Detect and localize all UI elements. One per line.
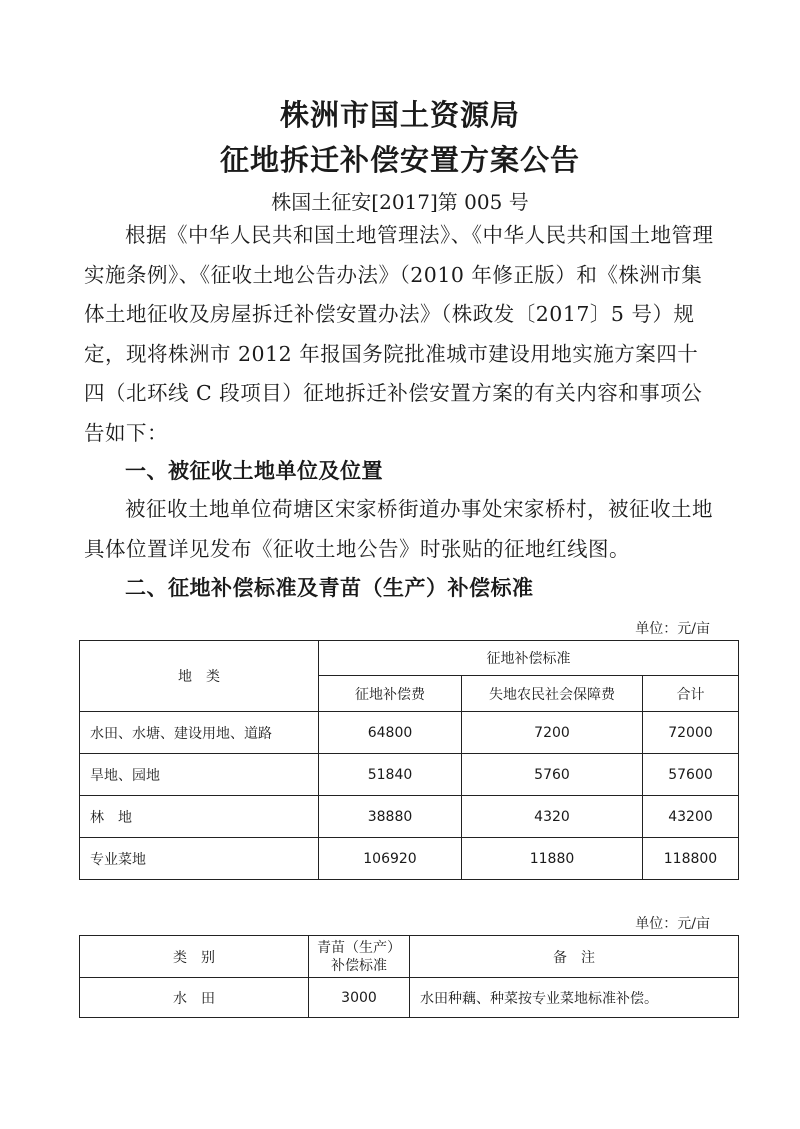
cell-land-type: 林 地	[80, 796, 319, 838]
cell-social-security-fee: 7200	[462, 712, 643, 754]
cell-land-type: 旱地、园地	[80, 754, 319, 796]
section2-heading: 二、征地补偿标准及青苗（生产）补偿标准	[125, 575, 534, 600]
header-compensation-standard: 征地补偿标准	[319, 641, 739, 676]
table1-unit: 单位：元/亩	[635, 621, 710, 637]
cell-crop-standard: 3000	[309, 978, 410, 1018]
intro-paragraph: 根据《中华人民共和国土地管理法》、《中华人民共和国土地管理实施条例》、《征收土地公告办法》（2010 年修正版）和《株洲市集体土地征收及房屋拆迁补偿安置办法》（株政发〔2017〕5 号）规定，现将株洲市 2012 年报国务院批准城市建设用地实施方案四十四（北环线 C 段项目）征地拆迁补偿安置方案的有关内容和事项公告如下：	[84, 223, 714, 445]
header-social-security-fee: 失地农民社会保障费	[462, 676, 643, 712]
cell-total: 72000	[643, 712, 739, 754]
cell-compensation-fee: 38880	[319, 796, 462, 838]
cell-compensation-fee: 64800	[319, 712, 462, 754]
cell-total: 43200	[643, 796, 739, 838]
cell-social-security-fee: 4320	[462, 796, 643, 838]
section1-body: 被征收土地单位荷塘区宋家桥街道办事处宋家桥村，被征收土地具体位置详见发布《征收土地公告》时张贴的征地红线图。	[84, 497, 713, 561]
header-total: 合计	[643, 676, 739, 712]
cell-total: 118800	[643, 838, 739, 880]
table2-unit: 单位：元/亩	[635, 916, 710, 932]
table-row	[80, 754, 739, 796]
header-crop-standard-line1: 青苗（生产）	[317, 939, 401, 956]
cell-compensation-fee: 51840	[319, 754, 462, 796]
title-line2: 征地拆迁补偿安置方案公告	[219, 143, 580, 177]
header-compensation-fee: 征地补偿费	[319, 676, 462, 712]
crop-compensation-table	[79, 935, 739, 1018]
cell-land-type: 水田、水塘、建设用地、道路	[80, 712, 319, 754]
document-number: 株国土征安[2017]第 005 号	[271, 190, 529, 214]
cell-category: 水 田	[80, 978, 309, 1018]
cell-social-security-fee: 11880	[462, 838, 643, 880]
table-row	[80, 838, 739, 880]
header-category: 类 别	[80, 936, 309, 978]
table-row	[80, 712, 739, 754]
cell-compensation-fee: 106920	[319, 838, 462, 880]
cell-note: 水田种藕、种菜按专业菜地标准补偿。	[410, 978, 739, 1018]
cell-land-type: 专业菜地	[80, 838, 319, 880]
table-row	[80, 796, 739, 838]
header-crop-standard-line2: 补偿标准	[331, 957, 387, 974]
cell-social-security-fee: 5760	[462, 754, 643, 796]
header-note: 备 注	[410, 936, 739, 978]
header-crop-standard	[309, 936, 410, 978]
title-line1: 株洲市国土资源局	[279, 98, 520, 132]
section1-heading: 一、被征收土地单位及位置	[125, 458, 383, 483]
cell-total: 57600	[643, 754, 739, 796]
header-land-type: 地 类	[80, 641, 319, 712]
table-row	[80, 978, 739, 1018]
compensation-table	[79, 640, 739, 880]
